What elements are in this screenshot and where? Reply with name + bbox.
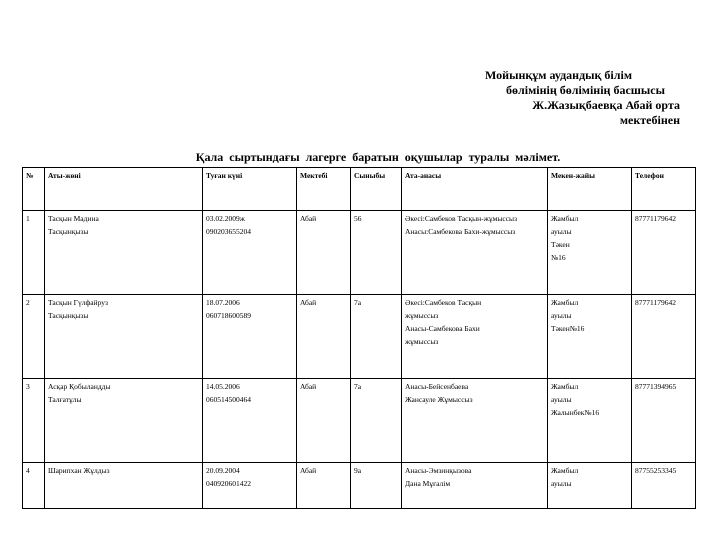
cell-address: Жамбыл ауылы Жалынбек№16: [548, 379, 632, 463]
cell-phone: 87755253345: [632, 463, 696, 509]
table-row: [23, 211, 696, 295]
table-row: [23, 295, 696, 379]
header-line-1: Мойынқұм аудандық білім: [485, 68, 632, 82]
header-line-2: бөлімінің бөлімінің басшысы: [506, 83, 665, 97]
cell-school: Абай: [297, 295, 351, 379]
col-header-name: Аты-жөні: [45, 168, 203, 211]
cell-name: Асқар Қобыландды Талғатұлы: [45, 379, 203, 463]
cell-number: 1: [23, 211, 45, 295]
cell-parents: Әкесі:Самбеков Тасқын жұмыссыз Анасы-Самбекова Бахи жұмыссыз: [402, 295, 548, 379]
cell-number: 4: [23, 463, 45, 509]
table-row: [23, 379, 696, 463]
col-header-number: №: [23, 168, 45, 211]
cell-number: 3: [23, 379, 45, 463]
header-line-4: мектебінен: [619, 113, 680, 127]
cell-parents: Анасы-Эмзинқызова Дана Мұғалім: [402, 463, 548, 509]
cell-phone: 87771394965: [632, 379, 696, 463]
cell-name: Тасқын Гүлфайруз Тасқынқызы: [45, 295, 203, 379]
students-table: [22, 167, 696, 509]
cell-phone: 87771179642: [632, 295, 696, 379]
cell-grade: 9а: [351, 463, 402, 509]
cell-grade: 7а: [351, 295, 402, 379]
cell-name: Тасқын Мадина Тасқынқызы: [45, 211, 203, 295]
cell-name: Шарипхан Жұлдыз: [45, 463, 203, 509]
col-header-phone: Телефон: [632, 168, 696, 211]
col-header-address: Мекен-жайы: [548, 168, 632, 211]
cell-school: Абай: [297, 379, 351, 463]
cell-birthdate: 14.05.2006 060514500464: [203, 379, 297, 463]
cell-school: Абай: [297, 463, 351, 509]
header-line-3: Ж.Жазықбаевқа Абай орта: [532, 98, 680, 112]
cell-parents: Анасы-Бейсенбаева Жансауле Жұмыссыз: [402, 379, 548, 463]
cell-birthdate: 18.07.2006 060718600589: [203, 295, 297, 379]
document-title: Қала сыртындағы лагерге баратын оқушылар туралы мәлімет.: [195, 150, 561, 164]
cell-birthdate: 03.02.2009ж 090203655204: [203, 211, 297, 295]
cell-parents: Әкесі:Самбеков Тасқын-жұмыссыз Анасы:Самбекова Бахи-жұмыссыз: [402, 211, 548, 295]
cell-address: Жамбыл ауылы Тәкен №16: [548, 211, 632, 295]
cell-school: Абай: [297, 211, 351, 295]
table-row: [23, 463, 696, 509]
cell-phone: 87771179642: [632, 211, 696, 295]
col-header-birthdate: Туған күні: [203, 168, 297, 211]
cell-grade: 56: [351, 211, 402, 295]
cell-grade: 7а: [351, 379, 402, 463]
cell-address: Жамбыл ауылы: [548, 463, 632, 509]
cell-address: Жамбыл ауылы Тәкен№16: [548, 295, 632, 379]
col-header-grade: Сыныбы: [351, 168, 402, 211]
col-header-parents: Ата-анасы: [402, 168, 548, 211]
table-header-row: [23, 168, 696, 211]
cell-birthdate: 20.09.2004 040920601422: [203, 463, 297, 509]
letter-header: [485, 68, 680, 128]
col-header-school: Мектебі: [297, 168, 351, 211]
cell-number: 2: [23, 295, 45, 379]
